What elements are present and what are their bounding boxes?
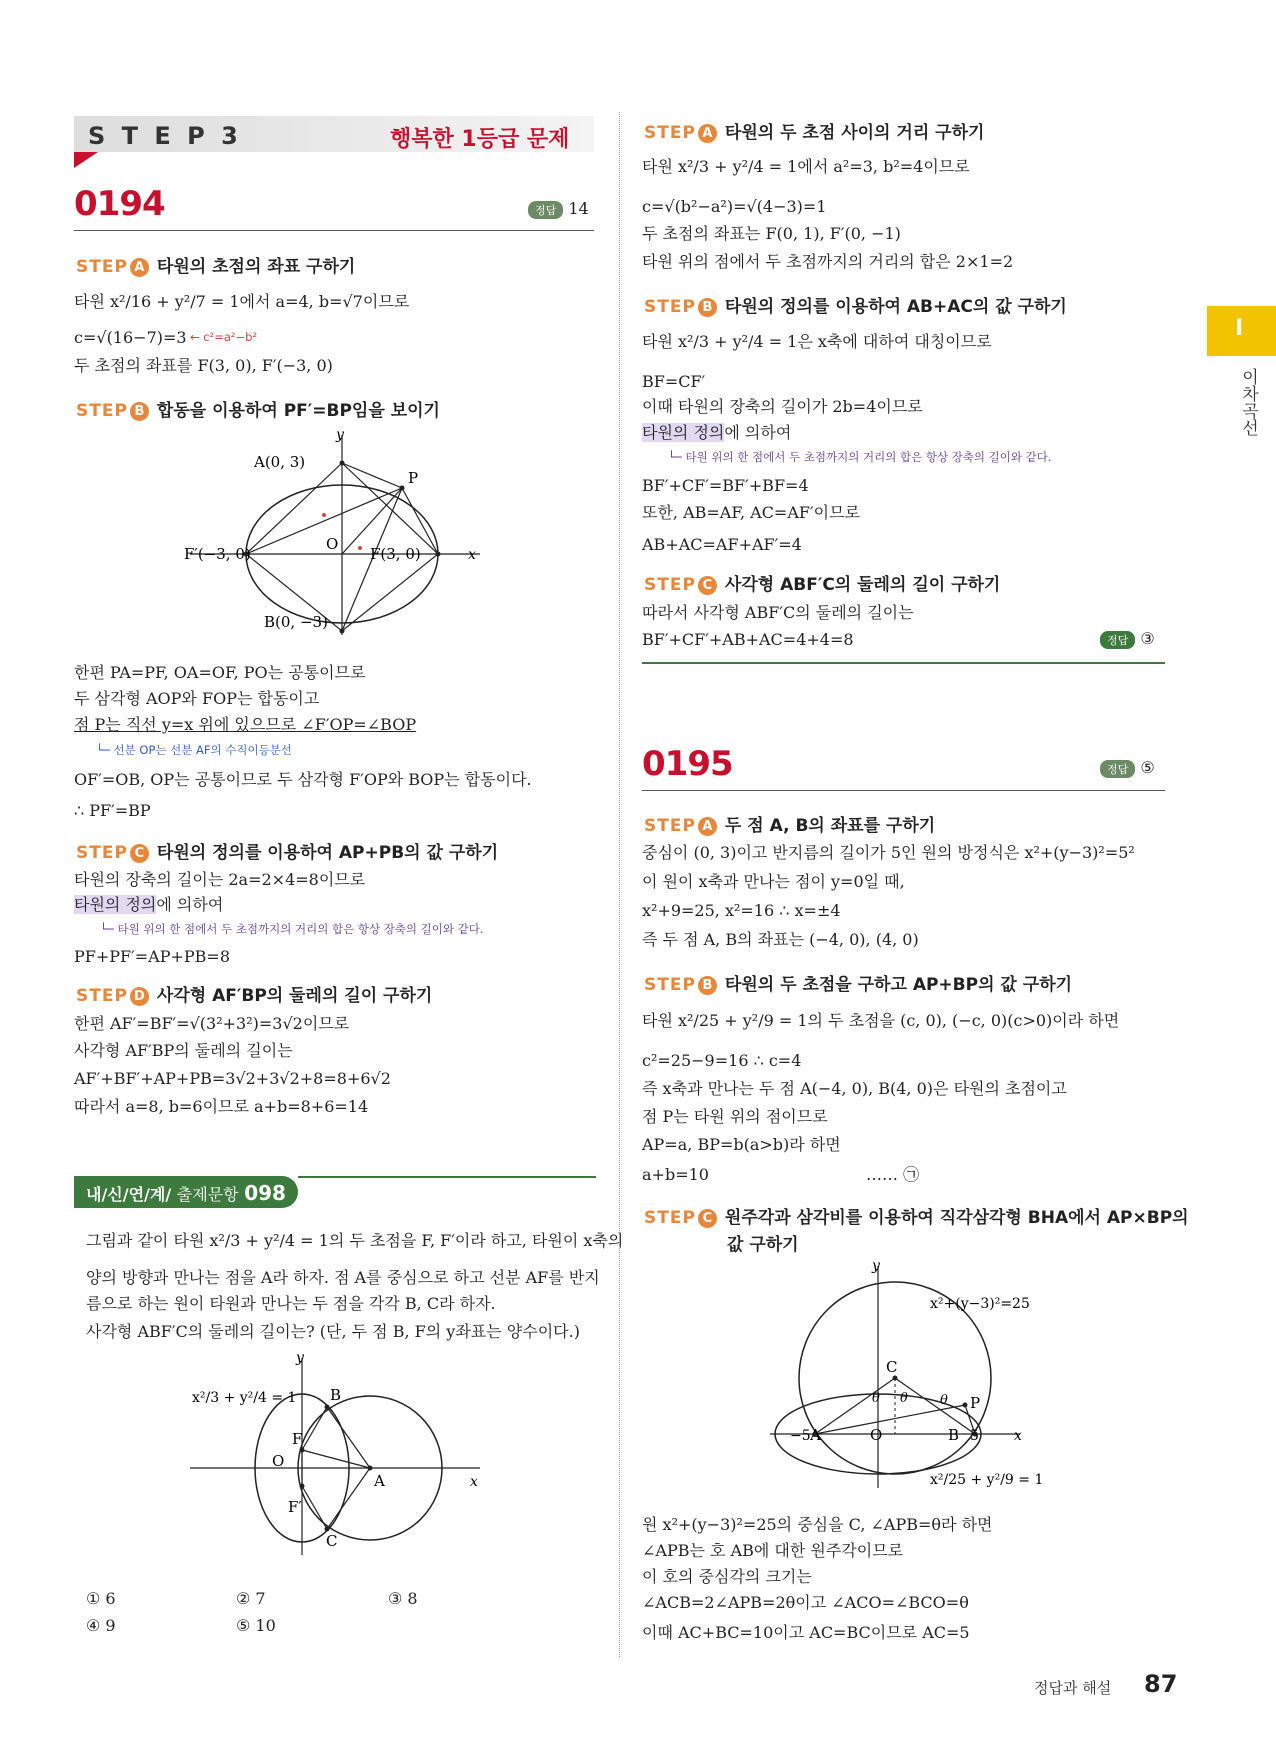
point-f-label: F(3, 0) [370,545,421,563]
text-line: 또한, AB=AF, AC=AF′이므로 [642,503,860,522]
origin-label: O [326,535,339,553]
theta-label: θ [940,1393,948,1408]
text-line: c²=25−9=16 ∴ c=4 [642,1051,802,1070]
text-line: 이 호의 중심각의 크기는 [642,1567,812,1586]
point-b-label: B [948,1426,960,1444]
answer-badge-0194 [528,199,589,219]
ellipse-equation-label: x²/3 + y²/4 = 1 [192,1390,297,1406]
problem-number-0195: 0195 [642,744,733,784]
text-line: c=√(b²−a²)=√(4−3)=1 [642,197,827,216]
text-line: 타원 x²/25 + y²/9 = 1의 두 초점을 (c, 0), (−c, 0)(c>0)이라 하면 [642,1011,1120,1030]
text-line: 원 x²+(y−3)²=25의 중심을 C, ∠APB=θ라 하면 [642,1515,993,1534]
text-line: 타원 x²/16 + y²/7 = 1에서 a=4, b=√7이므로 [74,292,410,311]
point-fp-label: F′ [288,1498,302,1516]
section-end-rule [642,662,1165,664]
origin-label: O [870,1426,883,1444]
text-line: 중심이 (0, 3)이고 반지름의 길이가 5인 원의 방정식은 x²+(y−3)²=5² [642,843,1135,862]
text-line: 사각형 AF′BP의 둘레의 길이는 [74,1041,293,1060]
related-rule [298,1176,596,1178]
y-axis-label: y [336,427,344,443]
sol-step-c-heading: STEP C 사각형 ABF′C의 둘레의 길이 구하기 [644,575,1001,595]
step-c-heading: STEP C 타원의 정의를 이용하여 AP+PB의 값 구하기 [76,843,499,863]
step-b-heading: STEP B 합동을 이용하여 PF′=BP임을 보이기 [76,401,440,421]
point-b-label: B(0, −3) [264,613,328,631]
choice-2[interactable]: ② 7 [236,1589,266,1608]
text-line: AF′+BF′+AP+PB=3√2+3√2+8=8+6√2 [74,1069,391,1088]
answer-value: 14 [568,199,589,218]
related-banner-text: 내/신/연/계/ 출제문항 098 [86,1181,286,1205]
step3-label: S T E P 3 [88,122,242,150]
choice-5[interactable]: ⑤ 10 [236,1616,276,1635]
text-line: OF′=OB, OP는 공통이므로 두 삼각형 F′OP와 BOP는 합동이다. [74,770,532,789]
step-a-heading: STEP A 타원의 초점의 좌표 구하기 [76,257,356,277]
text-line: PF+PF′=AP+PB=8 [74,947,231,966]
point-f-label: F [292,1430,303,1448]
text-line: 두 삼각형 AOP와 FOP는 합동이고 [74,689,320,708]
banner-title: 행복한 1등급 문제 [390,127,570,152]
choice-4[interactable]: ④ 9 [86,1616,116,1635]
text-line: 한편 AF′=BF′=√(3²+3²)=3√2이므로 [74,1014,350,1033]
text-line: 점 P는 타원 위의 점이므로 [642,1107,828,1126]
text-line: ∠APB는 호 AB에 대한 원주각이므로 [642,1541,904,1560]
banner-corner [74,152,98,168]
column-divider [619,112,620,1657]
y-axis-label: y [296,1350,304,1366]
text-line: 타원 x²/3 + y²/4 = 1은 x축에 대하여 대칭이므로 [642,332,992,351]
text-line: 타원의 장축의 길이는 2a=2×4=8이므로 [74,870,366,889]
bracket-note: └─ 선분 OP는 선분 AF의 수직이등분선 [96,743,292,757]
y-axis-label: y [872,1258,880,1274]
p195-step-b-heading: STEP B 타원의 두 초점을 구하고 AP+BP의 값 구하기 [644,975,1073,995]
text-line: x²+9=25, x²=16 ∴ x=±4 [642,901,841,920]
text-line: 따라서 사각형 ABF′C의 둘레의 길이는 [642,603,914,622]
tick-plus-5: 5 [970,1428,979,1444]
point-a-label: A [374,1472,385,1490]
text-line: ∴ PF′=BP [74,801,151,820]
answer-badge-098: 정답 ③ [1100,629,1155,649]
choice-3[interactable]: ③ 8 [388,1589,418,1608]
formula-note: ← c²=a²−b² [190,330,258,344]
text-line: 이 원이 x축과 만나는 점이 y=0일 때, [642,872,905,891]
sol-step-a-heading: STEP A 타원의 두 초점 사이의 거리 구하기 [644,123,985,143]
answer-badge-0195: 정답 ⑤ [1100,758,1155,778]
text-line: AB+AC=AF+AF′=4 [642,535,802,554]
text-line: a+b=10 [642,1165,709,1184]
text-line: BF=CF′ [642,372,706,391]
point-fp-label: F′(−3, 0) [184,545,251,563]
ellipse-figure-0194 [180,425,500,640]
chapter-title: 이차곡선 [1238,368,1258,436]
question-line: 양의 방향과 만나는 점을 A라 하자. 점 A를 중심으로 하고 선분 AF를 반지 [86,1268,600,1287]
text-line: BF′+CF′+AB+AC=4+4=8 [642,630,854,649]
p195-step-c-heading: STEP C 원주각과 삼각비를 이용하여 직각삼각형 BHA에서 AP×BP의 [644,1208,1189,1228]
x-axis-label: x [468,547,476,563]
text-line: 즉 x축과 만나는 두 점 A(−4, 0), B(4, 0)은 타원의 초점이고 [642,1079,1067,1098]
step-d-heading: STEP D 사각형 AF′BP의 둘레의 길이 구하기 [76,986,433,1006]
origin-label: O [272,1452,285,1470]
answer-label: 정답 [528,201,563,219]
p195-step-a-heading: STEP A 두 점 A, B의 좌표를 구하기 [644,816,936,836]
text-line: 점 P는 직선 y=x 위에 있으므로 ∠F′OP=∠BOP [74,715,417,734]
problem-number-0194: 0194 [74,184,165,224]
chapter-roman: I [1235,316,1244,341]
point-p-label: P [970,1394,981,1412]
text-line: 타원의 정의에 의하여 [642,423,792,442]
ellipse-circle-figure-098 [180,1350,500,1560]
circle-ellipse-figure-0195 [760,1258,1080,1498]
sol-step-b-heading: STEP B 타원의 정의를 이용하여 AB+AC의 값 구하기 [644,297,1067,317]
text-line: 한편 PA=PF, OA=OF, PO는 공통이므로 [74,663,366,682]
ellipse-equation-label: x²/25 + y²/9 = 1 [930,1472,1044,1488]
text-line: 즉 두 점 A, B의 좌표는 (−4, 0), (4, 0) [642,930,919,949]
point-b-label: B [330,1386,342,1404]
tick-minus-5: −5 [790,1428,811,1444]
text-line: 두 초점의 좌표를 F(3, 0), F′(−3, 0) [74,356,333,375]
question-line: 름으로 하는 원이 타원과 만나는 두 점을 각각 B, C라 하자. [86,1294,496,1313]
text-line: AP=a, BP=b(a>b)라 하면 [642,1135,841,1154]
text-line: 이때 AC+BC=10이고 AC=BC이므로 AC=5 [642,1623,970,1642]
point-a-label: A [810,1426,821,1444]
theta-label: θ [872,1391,880,1406]
question-line: 그림과 같이 타원 x²/3 + y²/4 = 1의 두 초점을 F, F′이라 하고, 타원이 x축의 [86,1231,624,1250]
point-c-label: C [326,1532,338,1550]
text-line: ∠ACB=2∠APB=2θ이고 ∠ACO=∠BCO=θ [642,1593,969,1612]
choice-1[interactable]: ① 6 [86,1589,116,1608]
point-a-label: A(0, 3) [254,453,306,471]
center-c-label: C [886,1358,898,1376]
circle-equation-label: x²+(y−3)²=25 [930,1296,1030,1312]
text-line: 타원 위의 점에서 두 초점까지의 거리의 합은 2×1=2 [642,252,1014,271]
divider [642,790,1165,791]
p195-step-c-heading-cont: 값 구하기 [727,1235,799,1255]
footer-label: 정답과 해설 [1034,1679,1112,1697]
question-line: 사각형 ABF′C의 둘레의 길이는? (단, 두 점 B, F의 y좌표는 양수이다.) [86,1322,580,1341]
x-axis-label: x [470,1474,478,1490]
text-line: 이때 타원의 장축의 길이가 2b=4이므로 [642,397,923,416]
text-line: BF′+CF′=BF′+BF=4 [642,476,809,495]
equation-mark: …… ㉠ [866,1165,920,1184]
text-line: 두 초점의 좌표는 F(0, 1), F′(0, −1) [642,224,901,243]
point-p-label: P [408,469,419,487]
bracket-note: └─ 타원 위의 한 점에서 두 초점까지의 거리의 합은 항상 장축의 길이와 같다. [668,450,1052,464]
text-line: 타원 x²/3 + y²/4 = 1에서 a²=3, b²=4이므로 [642,157,970,176]
text-line: 타원의 정의에 의하여 [74,895,224,914]
theta-label: θ [900,1391,908,1406]
divider [74,230,594,231]
text-line: 따라서 a=8, b=6이므로 a+b=8+6=14 [74,1097,369,1116]
x-axis-label: x [1014,1428,1022,1444]
page-number: 87 [1144,1670,1178,1698]
bracket-note: └─ 타원 위의 한 점에서 두 초점까지의 거리의 합은 항상 장축의 길이와 같다. [100,922,484,936]
text-line: c=√(16−7)=3 [74,328,187,347]
